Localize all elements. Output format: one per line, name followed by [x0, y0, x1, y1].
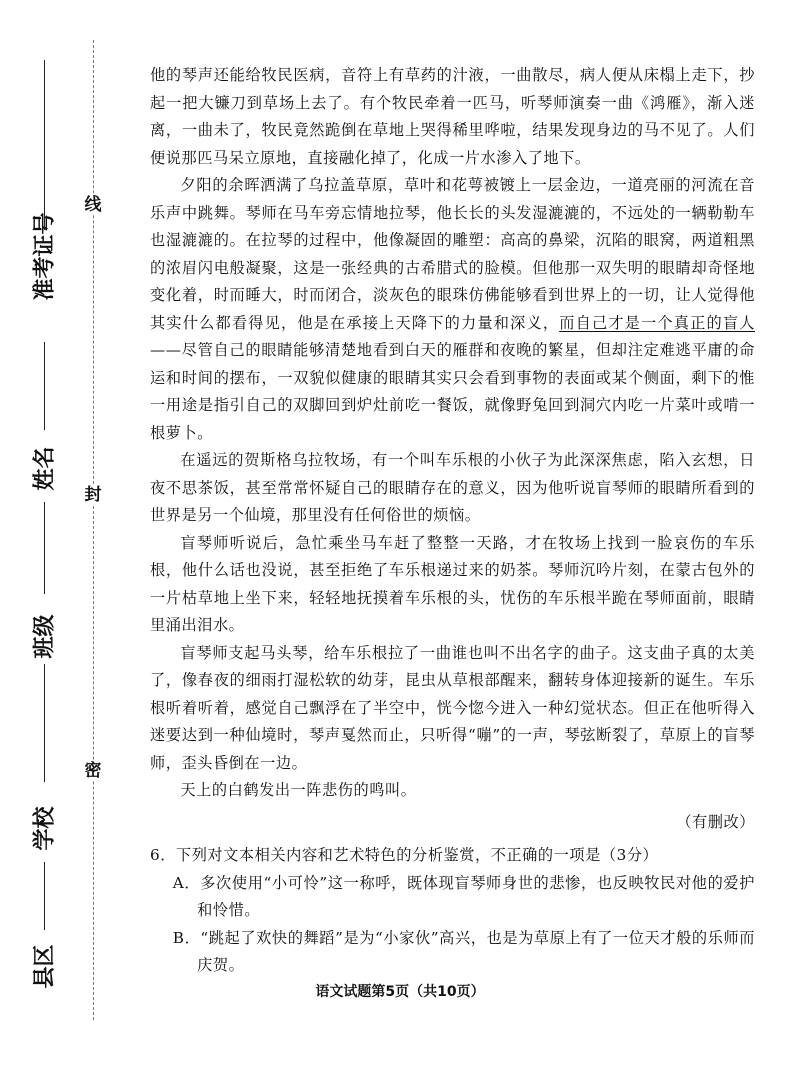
class-write-line[interactable]	[44, 502, 45, 594]
page-footer: 语文试题第5页（共10页）	[315, 984, 485, 1000]
seal-dashed-line	[93, 40, 94, 1020]
county-write-line[interactable]	[44, 862, 45, 930]
exam-content	[150, 62, 755, 980]
passage-paragraph: 在遥远的贺斯格乌拉牧场，有一个叫车乐根的小伙子为此深深焦虑，陷入玄想，日夜不思茶饭，甚至常常怀疑自己的眼睛存在的意义，因为他听说盲琴师的眼睛所看到的世界是另一个仙境，那里没有任何俗世的烦恼。	[150, 451, 755, 524]
field-label-class: 班级	[32, 614, 58, 659]
seal-mark-secret: 密	[84, 761, 102, 781]
field-class	[28, 614, 58, 659]
field-label-exam-number: 准考证号	[32, 212, 58, 301]
sunset-text-before: 夕阳的余晖洒满了乌拉盖草原，草叶和花萼被镀上一层金边，一道亮丽的河流在音乐声中跳舞。琴师在马车旁忘情地拉琴，他长长的头发湿漉漉的，不远处的一辆勒勒车也湿漉漉的。在拉琴的过程中，他像凝固的雕塑：高高的鼻梁，沉陷的眼窝，两道粗黑的浓眉闪电般凝聚，这是一张经典的古希腊式的脸模。但他那一双失明的眼睛却奇怪地变化着，时而睡大，时而闭合，淡灰色的眼珠仿佛能够看到世界上的一切，让人觉得他其实什么都看得见，他是在承接上天降下的力量和深义，	[150, 176, 755, 332]
sunset-text-after: ——尽管自己的眼睛能够清楚地看到白天的雁群和夜晚的繁星，但却注定难逃平庸的命运和时间的摆布，一双貌似健康的眼睛其实只会看到事物的表面或某个侧面，剩下的惟一用途是指引自己的双脚回到炉灶前吃一餐饭，就像野兔回到洞穴内吃一片菜叶或啃一根萝卜。	[150, 341, 755, 442]
option-b[interactable]: B．“跳起了欢快的舞蹈”是为“小家伙”高兴，也是为草原上有了一位天才般的乐师而庆贺。	[172, 928, 755, 974]
option-a[interactable]: A．多次使用“小可怜”这一称呼，既体现盲琴师身世的悲惨，也反映牧民对他的爱护和怜惜。	[172, 873, 755, 919]
field-school	[28, 806, 58, 851]
field-label-name: 姓名	[32, 446, 58, 491]
field-name	[28, 446, 58, 491]
passage-paragraph: 天上的白鹤发出一阵悲伤的鸣叫。	[180, 781, 417, 799]
passage-paragraph: 盲琴师听说后，急忙乘坐马车赶了整整一天路，才在牧场上找到一脸哀伤的车乐根，他什么话也没说，甚至拒绝了车乐根递过来的奶茶。琴师沉吟片刻，在蒙古包外的一片枯草地上坐下来，轻轻地抚摸着车乐根的头，忧伤的车乐根半跪在琴师面前，眼睛里涌出泪水。	[150, 533, 755, 634]
field-label-school: 学校	[32, 806, 58, 851]
seal-mark-seal: 封	[84, 485, 102, 505]
question-stem: 6．下列对文本相关内容和艺术特色的分析鉴赏，不正确的一项是（3分）	[150, 846, 659, 864]
passage-paragraph: 他的琴声还能给牧民医病，音符上有草药的汁液，一曲散尽，病人便从床榻上走下，抄起一把大镰刀到草场上去了。有个牧民牵着一匹马，听琴师演奏一曲《鸿雁》，渐入迷离，一曲未了，牧民竟然跪倒在草地上哭得稀里哗啦，结果发现身边的马不见了。人们便说那匹马呆立原地，直接融化掉了，化成一片水渗入了地下。	[150, 66, 755, 167]
underlined-sentence: 而自己才是一个真正的盲人	[559, 313, 755, 332]
passage-paragraph: 盲琴师支起马头琴，给车乐根拉了一曲谁也叫不出名字的曲子。这支曲子真的太美了，像春夜的细雨打湿松软的幼芽，昆虫从草根部醒来，翻转身体迎接新的诞生。车乐根听着听着，感觉自己飘浮在了半空中，恍今惚今进入一种幻觉状态。但正在他听得入迷要达到一种仙境时，琴声戛然而止，只听得“嘣”的一声，琴弦断裂了，草原上的盲琴师，歪头昏倒在一边。	[150, 643, 755, 772]
source-note: （有删改）	[676, 812, 755, 831]
seal-mark-line: 线	[84, 195, 102, 215]
name-write-line[interactable]	[44, 342, 45, 430]
exam-number-write-line[interactable]	[44, 60, 45, 230]
binding-margin	[0, 0, 100, 1080]
passage-paragraph-sunset	[150, 172, 755, 447]
field-label-county: 县区	[32, 944, 58, 989]
field-exam-number	[28, 212, 58, 301]
school-write-line[interactable]	[44, 664, 45, 782]
